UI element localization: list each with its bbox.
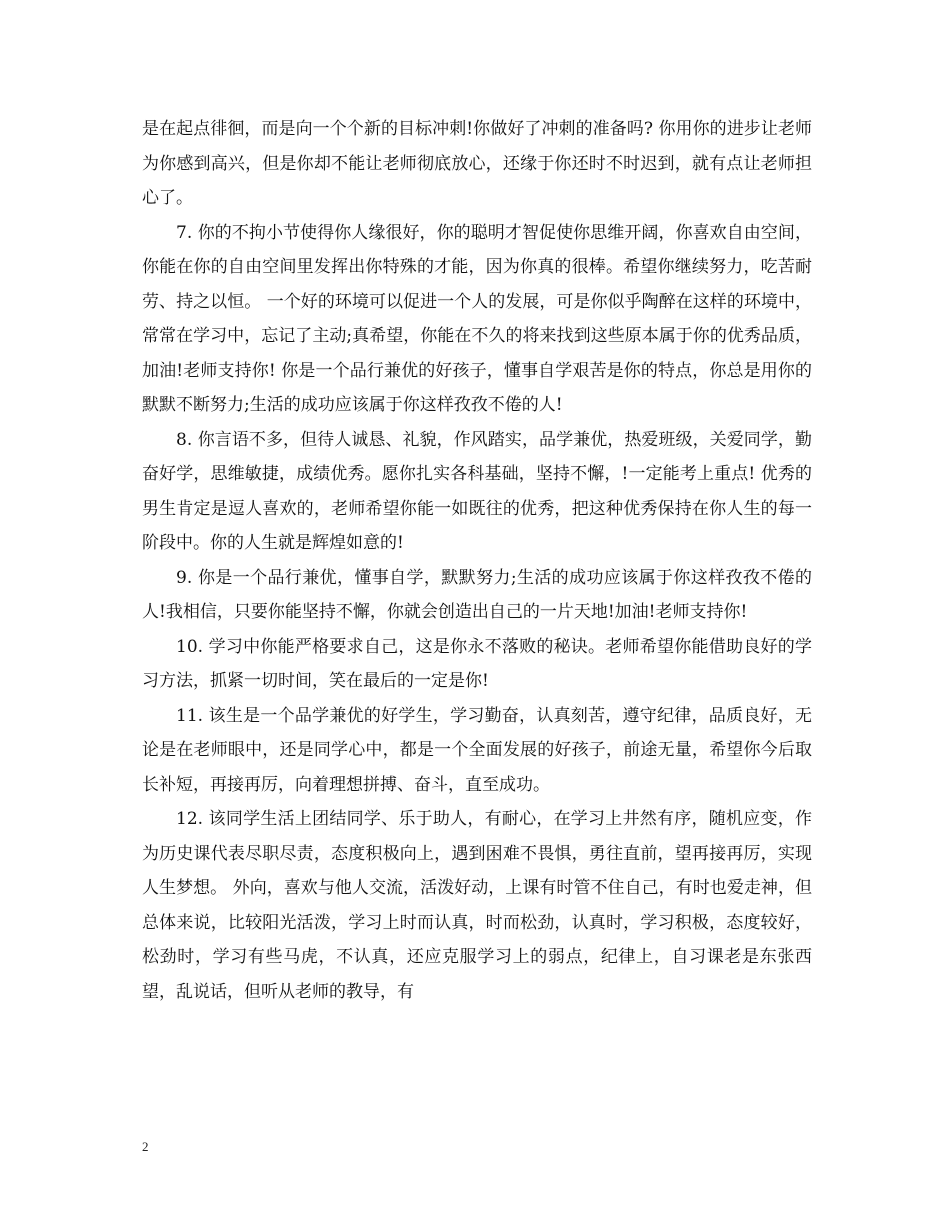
paragraph-item-9: 9. 你是一个品行兼优，懂事自学，默默努力;生活的成功应该属于你这样孜孜不倦的人!我相信，只要你能坚持不懈，你就会创造出自己的一片天地!加油!老师支持你!	[142, 567, 812, 622]
paragraph-continuation: 是在起点徘徊，而是向一个个新的目标冲刺!你做好了冲刺的准备吗? 你用你的进步让老师为你感到高兴，但是你却不能让老师彻底放心，还缘于你还时不时迟到，就有点让老师担心了。	[142, 119, 812, 208]
paragraph-item-10: 10. 学习中你能严格要求自己，这是你永不落败的秘诀。老师希望你能借助良好的学习方法，抓紧一切时间，笑在最后的一定是你!	[142, 636, 812, 691]
page-number: 2	[142, 1139, 149, 1154]
paragraph-item-11: 11. 该生是一个品学兼优的好学生，学习勤奋，认真刻苦，遵守纪律，品质良好，无论是在老师眼中，还是同学心中，都是一个全面发展的好孩子，前途无量，希望你今后取长补短，再接再厉，向着理想拼搏、奋斗，直至成功。	[142, 705, 812, 795]
paragraph-item-7: 7. 你的不拘小节使得你人缘很好，你的聪明才智促使你思维开阔，你喜欢自由空间，你能在你的自由空间里发挥出你特殊的才能，因为你真的很棒。希望你继续努力，吃苦耐劳、持之以恒。 一个好的环境可以促进一个人的发展，可是你似乎陶醉在这样的环境中，常常在学习中，忘记了主动;真希望，你能在不久的将来找到这些原本属于你的优秀品质，加油!老师支持你! 你是一个品行兼优的好孩子，懂事自学艰苦是你的特点，你总是用你的默默不断努力;生活的成功应该属于你这样孜孜不倦的人!	[142, 222, 812, 415]
paragraph-item-12: 12. 该同学生活上团结同学、乐于助人，有耐心，在学习上井然有序，随机应变，作为历史课代表尽职尽责，态度积极向上，遇到困难不畏惧，勇往直前，望再接再厉，实现人生梦想。 外向，喜欢与他人交流，活泼好动，上课有时管不住自己，有时也爱走神，但总体来说，比较阳光活泼，学习上时而认真，时而松劲，认真时，学习积极，态度较好，松劲时，学习有些马虎，不认真，还应克服学习上的弱点，纪律上，自习课老是东张西望，乱说话，但听从老师的教导，有	[142, 809, 812, 1002]
paragraph-item-8: 8. 你言语不多，但待人诚恳、礼貌，作风踏实，品学兼优，热爱班级，关爱同学，勤奋好学，思维敏捷，成绩优秀。愿你扎实各科基础，坚持不懈，!一定能考上重点! 优秀的男生肯定是逗人喜欢的，老师希望你能一如既往的优秀，把这种优秀保持在你人生的每一阶段中。你的人生就是辉煌如意的!	[142, 429, 812, 553]
document-body	[142, 112, 812, 1009]
